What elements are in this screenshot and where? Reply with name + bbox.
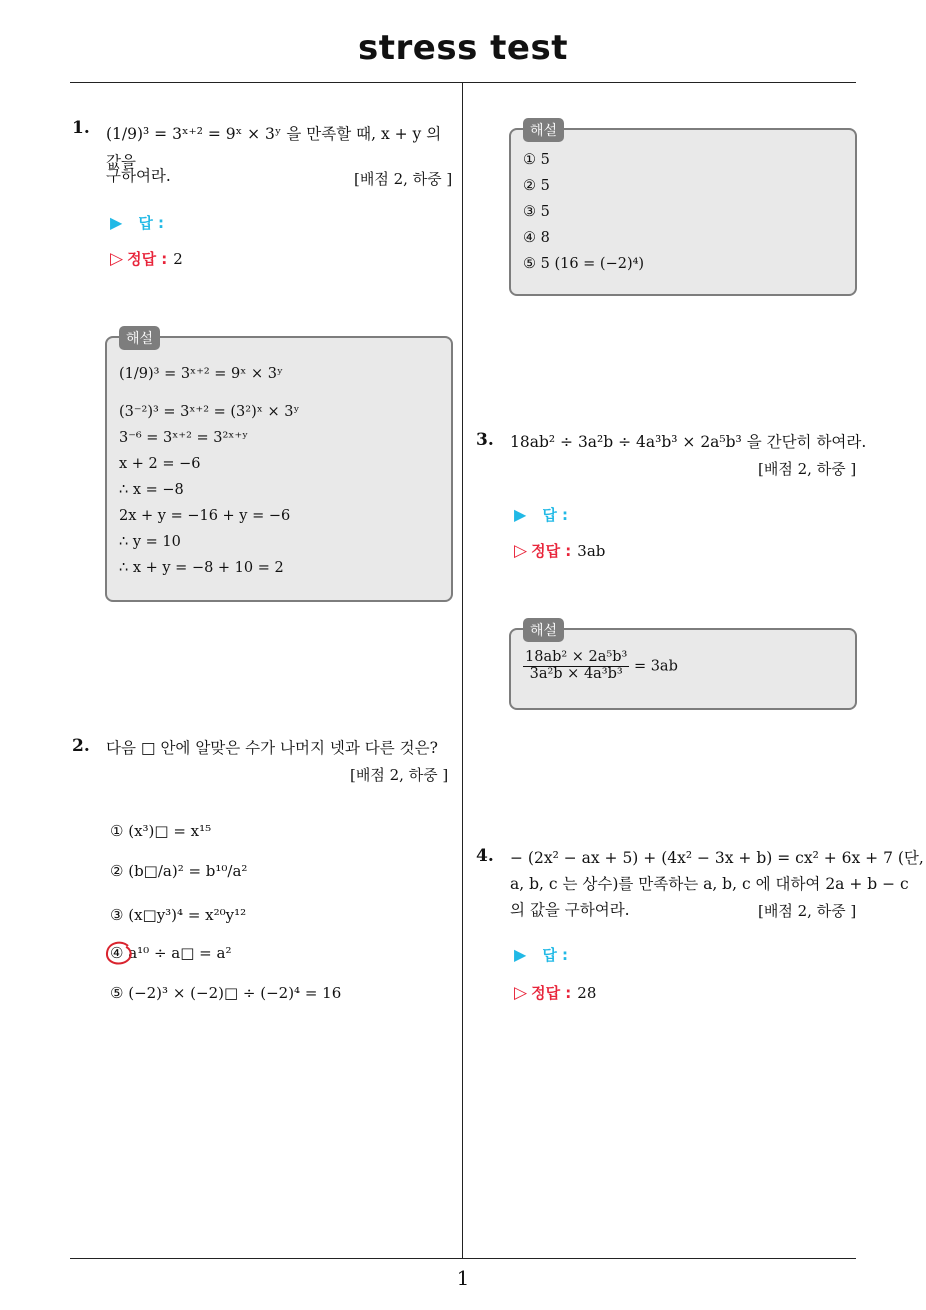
question-2-text: 다음 □ 안에 알맞은 수가 나머지 넷과 다른 것은?: [106, 739, 438, 757]
solution-line: (1/9)³ = 3ˣ⁺² = 9ˣ × 3ʸ: [119, 366, 284, 382]
correct-marker-icon: ▷: [110, 249, 124, 269]
question-3-number: 3.: [476, 430, 494, 450]
footer-rule: [70, 1258, 856, 1259]
question-2-choice-3[interactable]: ③ (x□y³)⁴ = x²⁰y¹²: [110, 906, 247, 924]
solution-line: ① 5: [523, 152, 550, 168]
solution-fraction-line: [523, 650, 678, 683]
question-2-score: [배점 2, 하중 ]: [350, 766, 449, 784]
solution-tag: 해설: [523, 118, 564, 142]
selected-answer-circle-icon: [104, 940, 134, 968]
question-3-solution-box: [509, 623, 857, 710]
answer-marker-icon: ▶: [110, 213, 123, 232]
question-2-choice-4[interactable]: ④ a¹⁰ ÷ a□ = a²: [110, 944, 232, 962]
column-divider: [462, 83, 463, 1258]
header-rule: [70, 82, 856, 83]
question-2-number: 2.: [72, 736, 90, 756]
question-1-correct-value: 2: [173, 250, 183, 268]
page-number: 1: [456, 1266, 470, 1290]
question-1-text-after: 을 만족할 때, x + y 의 값을: [106, 125, 442, 171]
question-2-choice-5[interactable]: ⑤ (−2)³ × (−2)□ ÷ (−2)⁴ = 16: [110, 984, 342, 1002]
solution-line: ∴ x + y = −8 + 10 = 2: [119, 560, 284, 576]
solution-numerator: 18ab² × 2a⁵b³: [525, 649, 628, 665]
solution-line: x + 2 = −6: [119, 456, 201, 472]
question-3-correct-answer: ▷ 정답 : 3ab: [514, 541, 606, 561]
solution-tag: 해설: [523, 618, 564, 642]
solution-line: (3⁻²)³ = 3ˣ⁺² = (3²)ˣ × 3ʸ: [119, 404, 300, 420]
question-4-text-line2: a, b, c 는 상수)를 만족하는 a, b, c 에 대하여 2a + b − c: [510, 875, 909, 893]
question-3-answer-label: ▶ 답 :: [514, 505, 569, 524]
question-4-answer-label: ▶ 답 :: [514, 945, 569, 964]
page-title: stress test: [358, 28, 568, 68]
question-4-text-line1: − (2x² − ax + 5) + (4x² − 3x + b) = cx² + 6x + 7 (단,: [510, 849, 924, 867]
question-1-correct-answer: ▷ 정답 : 2: [110, 249, 183, 269]
solution-line: ∴ y = 10: [119, 534, 181, 550]
answer-marker-icon: ▶: [514, 945, 527, 964]
question-4-text-line3: 의 값을 구하여라.: [510, 901, 630, 919]
question-3-correct-value: 3ab: [577, 542, 606, 560]
answer-marker-icon: ▶: [514, 505, 527, 524]
solution-line: ∴ x = −8: [119, 482, 184, 498]
solution-line: 2x + y = −16 + y = −6: [119, 508, 291, 524]
question-3-text: 18ab² ÷ 3a²b ÷ 4a³b³ × 2a⁵b³ 을 간단히 하여라.: [510, 433, 867, 451]
question-1-score: [배점 2, 하중 ]: [354, 170, 453, 188]
question-1-solution-box: [105, 331, 453, 602]
question-2-solution-box: [509, 123, 857, 296]
question-2-choice-1[interactable]: ① (x³)□ = x¹⁵: [110, 822, 212, 840]
question-1-number: 1.: [72, 118, 90, 138]
correct-marker-icon: ▷: [514, 541, 528, 561]
solution-fraction: [523, 650, 629, 683]
question-3-score: [배점 2, 하중 ]: [758, 460, 857, 478]
solution-line: ④ 8: [523, 230, 550, 246]
solution-line: ⑤ 5 (16 = (−2)⁴): [523, 256, 645, 272]
question-1-text-line2: 구하여라.: [106, 167, 171, 185]
question-4-correct-answer: ▷ 정답 : 28: [514, 983, 597, 1003]
solution-line: ② 5: [523, 178, 550, 194]
solution-line: 3⁻⁶ = 3ˣ⁺² = 3²ˣ⁺ʸ: [119, 430, 249, 446]
solution-result: = 3ab: [633, 658, 678, 675]
solution-tag: 해설: [119, 326, 160, 350]
question-2-choice-2[interactable]: ② (b□/a)² = b¹⁰/a²: [110, 862, 248, 880]
question-4-correct-value: 28: [577, 984, 597, 1002]
question-1-equation: (1/9)³ = 3ˣ⁺² = 9ˣ × 3ʸ: [106, 125, 282, 143]
question-4-number: 4.: [476, 846, 494, 866]
solution-denominator: 3a²b × 4a³b³: [529, 665, 623, 682]
correct-marker-icon: ▷: [514, 983, 528, 1003]
solution-line: ③ 5: [523, 204, 550, 220]
question-1-answer-label: ▶ 답 :: [110, 213, 165, 232]
question-4-score: [배점 2, 하중 ]: [758, 902, 857, 920]
